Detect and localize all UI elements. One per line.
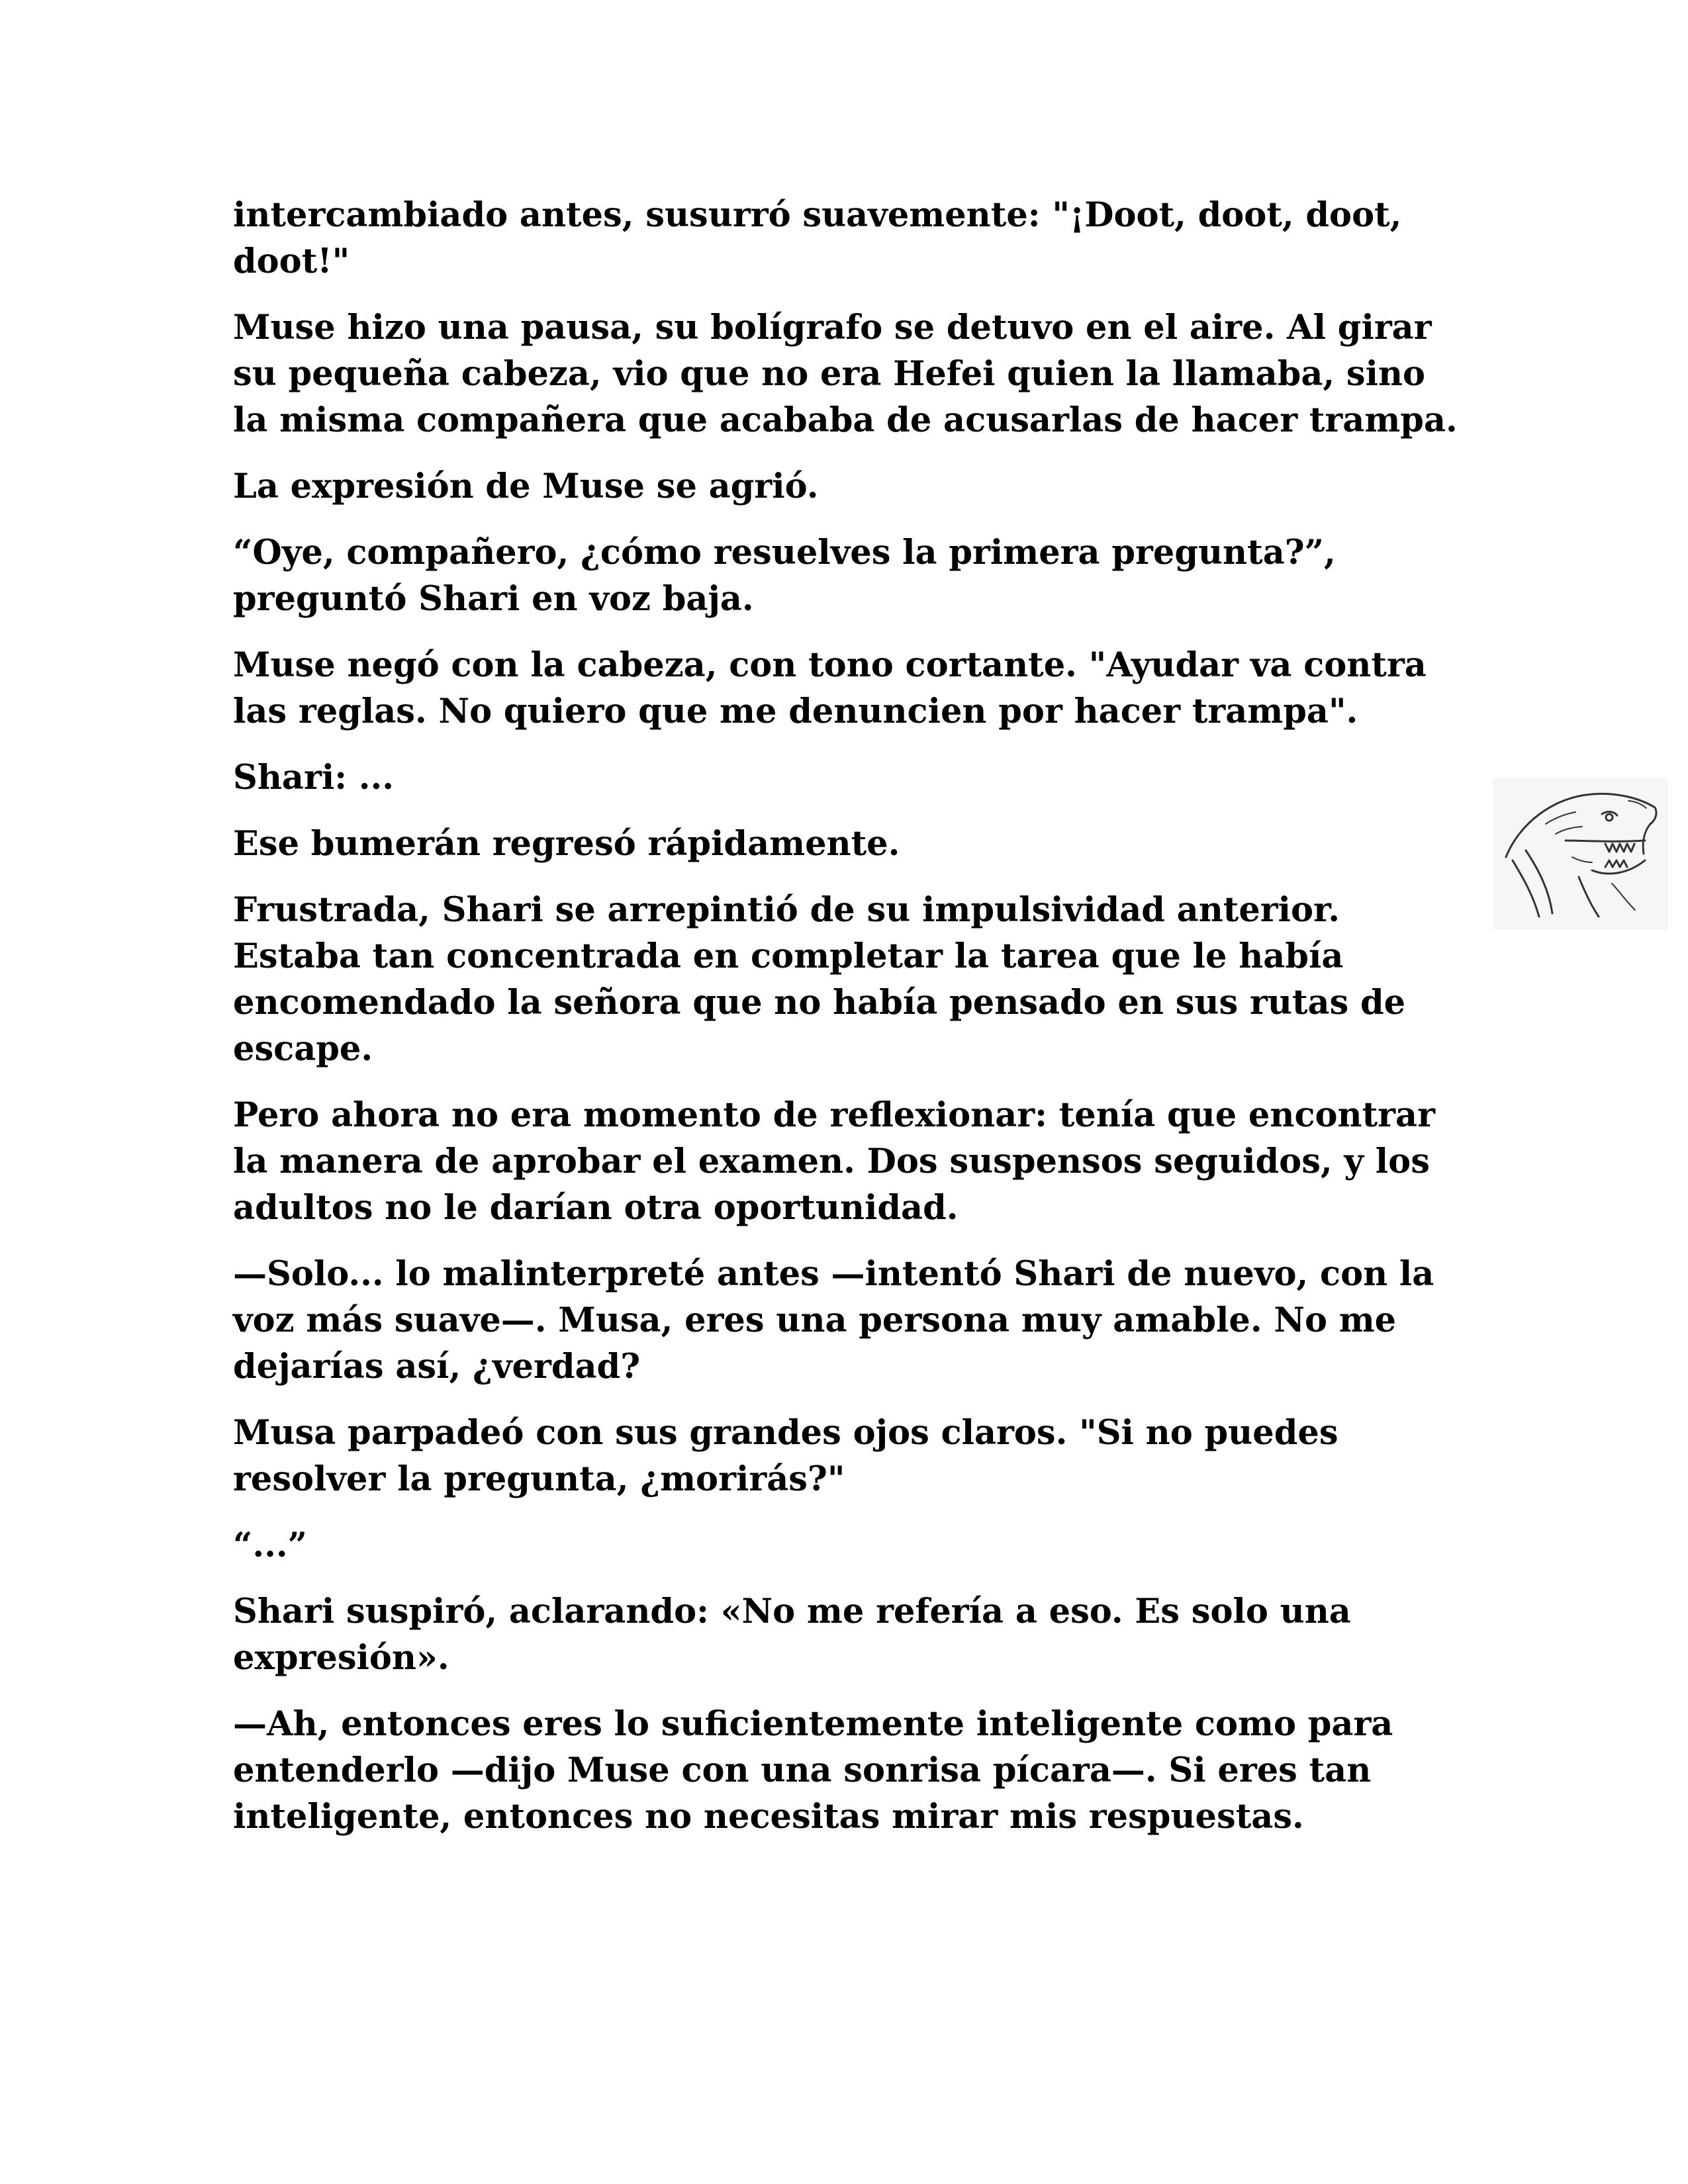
paragraph: Ese bumerán regresó rápidamente. — [233, 824, 900, 864]
paragraph: La expresión de Muse se agrió. — [233, 467, 819, 506]
paragraph: Muse negó con la cabeza, con tono cortante. "Ayudar va contra las reglas. No quiero que me denuncien por hacer trampa". — [233, 645, 1427, 731]
paragraph: Shari: ... — [233, 758, 395, 797]
paragraph: Musa parpadeó con sus grandes ojos claros. "Si no puedes resolver la pregunta, ¿morirás?" — [233, 1413, 1338, 1499]
dinosaur-head-icon — [1493, 778, 1668, 930]
paragraph: “Oye, compañero, ¿cómo resuelves la primera pregunta?”, preguntó Shari en voz baja. — [233, 533, 1336, 619]
paragraph: —Solo... lo malinterpreté antes —intentó Shari de nuevo, con la voz más suave—. Musa, eres una persona muy amable. No me dejarías así, ¿verdad? — [233, 1254, 1434, 1387]
paragraph: Shari suspiró, aclarando: «No me refería a eso. Es solo una expresión». — [233, 1592, 1351, 1678]
paragraph: intercambiado antes, susurró suavemente: "¡Doot, doot, doot, doot!" — [233, 195, 1402, 281]
body-text — [233, 192, 1464, 1860]
paragraph: Pero ahora no era momento de reflexionar: tenía que encontrar la manera de aprobar el examen. Dos suspensos seguidos, y los adultos no le darían otra oportunidad. — [233, 1095, 1435, 1228]
paragraph: —Ah, entonces eres lo suficientemente inteligente como para entenderlo —dijo Muse con una sonrisa pícara—. Si eres tan inteligente, entonces no necesitas mirar mis respuestas. — [233, 1704, 1393, 1837]
paragraph: Frustrada, Shari se arrepintió de su impulsividad anterior. Estaba tan concentrada en completar la tarea que le había encomendado la señora que no había pensado en sus rutas de escape. — [233, 890, 1406, 1069]
paragraph: Muse hizo una pausa, su bolígrafo se detuvo en el aire. Al girar su pequeña cabeza, vio que no era Hefei quien la llamaba, sino la misma compañera que acababa de acusarlas de hacer trampa. — [233, 308, 1458, 440]
paragraph: “...” — [233, 1525, 307, 1565]
